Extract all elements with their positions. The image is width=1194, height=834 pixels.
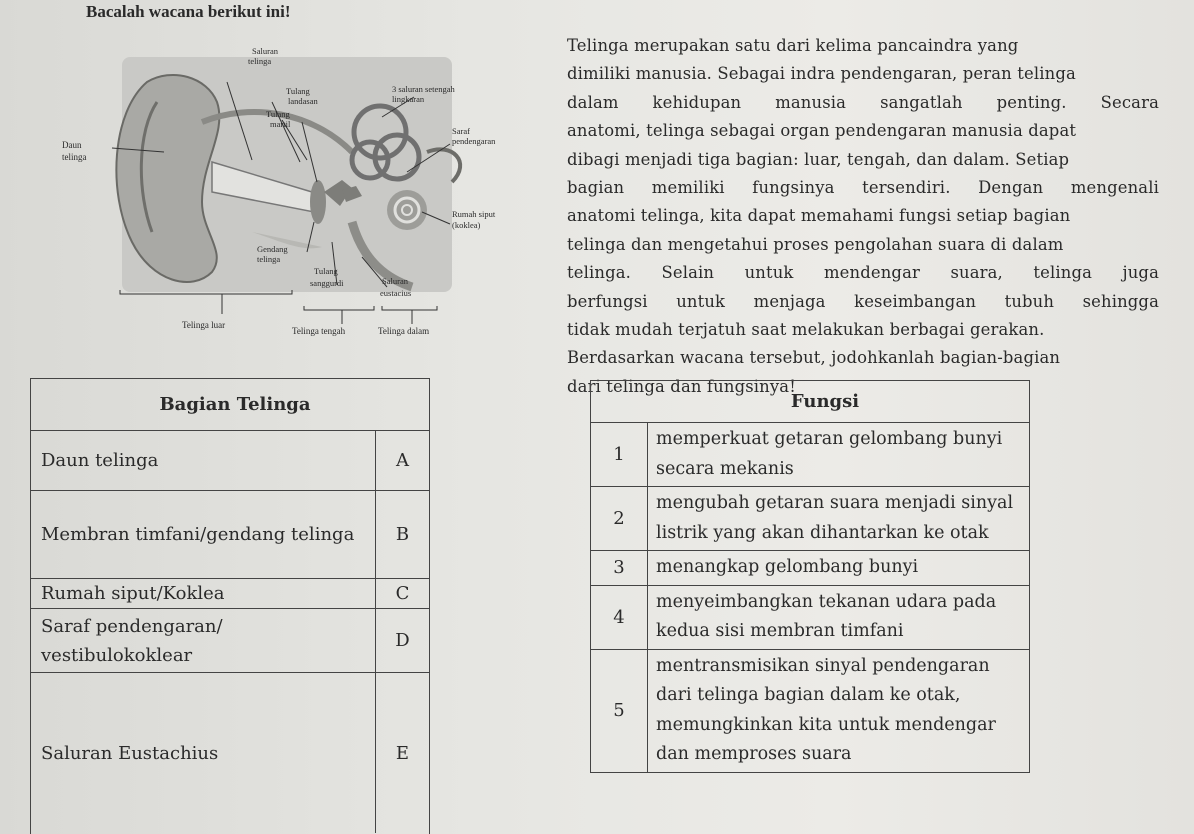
table-row	[591, 586, 1029, 650]
table-row	[591, 487, 1029, 551]
passage-line: Telinga merupakan satu dari kelima pancaindra yang	[567, 36, 1019, 55]
label-telinga-luar: Telinga luar	[182, 320, 226, 330]
table-row	[31, 673, 429, 833]
part-name: Membran timfani/gendang telinga	[31, 491, 376, 578]
passage-line: tidak mudah terjatuh saat melakukan berbagai gerakan.	[567, 320, 1045, 340]
part-code: A	[396, 450, 409, 471]
passage-line: dari telinga dan fungsinya!	[567, 376, 796, 396]
ear-parts-header: Bagian Telinga	[31, 379, 429, 431]
label-rumah-siput-2: (koklea)	[452, 220, 481, 230]
label-saluran-setengah-lingkaran-2: lingkaran	[392, 94, 425, 104]
label-tulang-landasan-2: landasan	[288, 96, 318, 106]
function-number: 5	[591, 650, 648, 772]
passage-line: Berdasarkan wacana tersebut, jodohkanlah bagian-bagian	[567, 348, 1061, 368]
label-tulang-landasan: Tulang	[286, 86, 310, 96]
part-code: D	[395, 630, 410, 651]
label-rumah-siput: Rumah siput	[452, 209, 496, 219]
functions-table	[590, 380, 1030, 773]
label-saluran-setengah-lingkaran: 3 saluran setengah	[392, 84, 455, 94]
label-telinga-tengah: Telinga tengah	[292, 326, 346, 336]
part-name: Rumah siput/Koklea	[31, 579, 376, 608]
label-daun-telinga-2: telinga	[62, 152, 87, 162]
passage-line: anatomi telinga, kita dapat memahami fungsi setiap bagian	[567, 206, 1071, 226]
label-telinga-dalam: Telinga dalam	[378, 326, 430, 336]
table-row	[591, 423, 1029, 487]
part-name: Daun telinga	[31, 431, 376, 490]
ear-anatomy-diagram	[52, 42, 532, 342]
table-row	[31, 609, 429, 673]
part-code: E	[395, 742, 410, 764]
function-text: mengubah getaran suara menjadi sinyal listrik yang akan dihantarkan ke otak	[656, 493, 1014, 543]
function-number: 2	[591, 487, 648, 550]
table-row	[31, 491, 429, 579]
part-code: C	[395, 583, 410, 604]
label-tulang-martil: Tulang	[266, 109, 290, 119]
label-daun-telinga: Daun	[62, 140, 82, 150]
function-text: menangkap gelombang bunyi	[656, 557, 919, 577]
passage-line: bagian memiliki fungsinya tersendiri. Dengan mengenali	[567, 178, 1159, 198]
label-tulang-sanggurdi-2: sanggurdi	[310, 278, 344, 288]
function-text: mentransmisikan sinyal pendengaran dari telinga bagian dalam ke otak, memungkinkan kita untuk mendengar dan memproses suara	[656, 655, 996, 764]
part-code: B	[395, 524, 410, 545]
label-saluran-eustacius: Saluran	[382, 276, 408, 286]
part-name: Saluran Eustachius	[31, 673, 376, 833]
passage-line: dibagi menjadi tiga bagian: luar, tengah, dan dalam. Setiap	[567, 149, 1070, 169]
functions-header: Fungsi	[591, 381, 1029, 423]
passage-line: anatomi, telinga sebagai organ pendengaran manusia dapat	[567, 121, 1077, 141]
table-row	[31, 431, 429, 491]
function-number: 1	[591, 423, 648, 486]
table-row	[591, 551, 1029, 586]
reading-passage	[567, 32, 1159, 401]
passage-line: dalam kehidupan manusia sangatlah penting. Secara	[567, 92, 1159, 112]
function-number: 4	[591, 586, 648, 649]
label-saluran-telinga-2: telinga	[248, 56, 272, 66]
label-saraf-pendengaran: Saraf	[452, 126, 470, 136]
part-name: Saraf pendengaran/ vestibulokoklear	[31, 609, 376, 672]
passage-line: berfungsi untuk menjaga keseimbangan tubuh sehingga	[567, 291, 1159, 311]
function-text: memperkuat getaran gelombang bunyi secara mekanis	[656, 429, 1003, 479]
function-number: 3	[591, 551, 648, 585]
table-row	[31, 579, 429, 609]
label-gendang-telinga: Gendang	[257, 244, 288, 254]
function-text: menyeimbangkan tekanan udara pada kedua sisi membran timfani	[656, 591, 997, 641]
label-tulang-sanggurdi: Tulang	[314, 266, 338, 276]
passage-line: telinga dan mengetahui proses pengolahan suara di dalam	[567, 234, 1064, 254]
passage-line: telinga. Selain untuk mendengar suara, telinga juga	[567, 263, 1159, 283]
instruction-heading: Bacalah wacana berikut ini!	[86, 2, 291, 21]
label-gendang-telinga-2: telinga	[257, 254, 281, 264]
label-saluran-eustacius-2: eustacius	[380, 288, 412, 298]
table-row	[591, 650, 1029, 772]
passage-line: dimiliki manusia. Sebagai indra pendengaran, peran telinga	[567, 64, 1076, 84]
label-tulang-martil-2: martil	[270, 119, 291, 129]
label-saluran-telinga: Saluran	[252, 46, 278, 56]
label-saraf-pendengaran-2: pendengaran	[452, 136, 496, 146]
ear-parts-table	[30, 378, 430, 834]
